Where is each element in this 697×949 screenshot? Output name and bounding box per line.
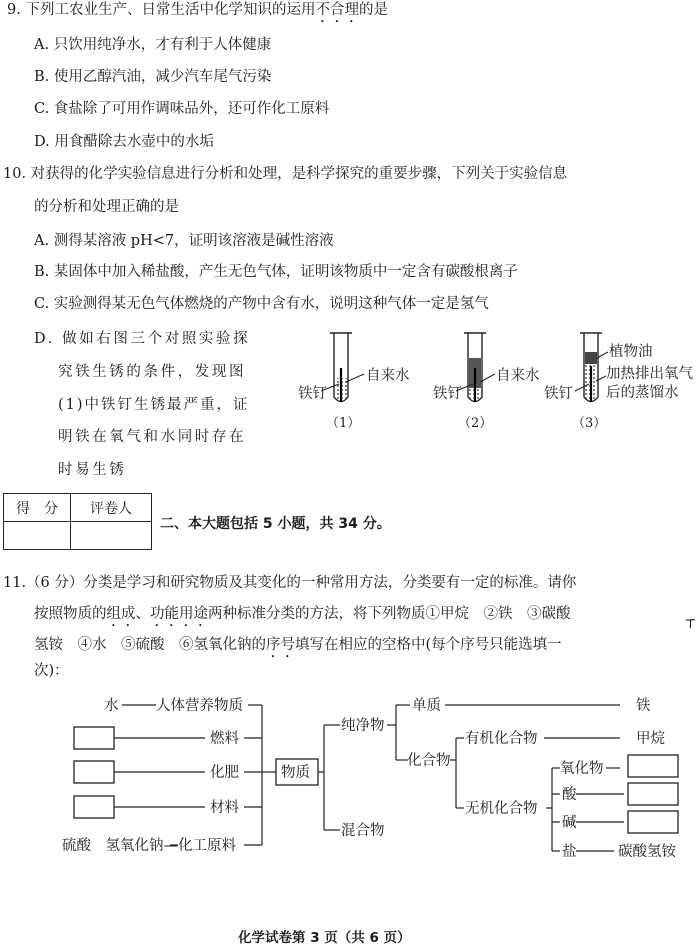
q10-stem-line1: 10. 对获得的化学实验信息进行分析和处理，是科学探究的重要步骤，下列关于实验信息 — [3, 166, 568, 182]
q9-stem-a: 9. 下列工农业生产、日常生活中化学知识的运用 — [7, 2, 316, 18]
q10-option-b: B. 某固体中加入稀盐酸，产生无色气体，证明该物质中一定含有碳酸根离子 — [34, 264, 518, 280]
q9-stem-emphasis: 不合理 — [315, 2, 359, 18]
tube1-liquid-label: 自来水 — [366, 368, 410, 384]
label-fuel: 燃料 — [210, 731, 239, 747]
label-material: 材料 — [210, 800, 239, 816]
q11-line1: 11.（6 分）分类是学习和研究物质及其变化的一种常用方法，分类要有一定的标准。请你 — [3, 575, 577, 591]
q10-stem-line2: 的分析和处理正确的是 — [34, 199, 179, 215]
label-pure: 纯净物 — [341, 718, 385, 734]
tube2-nail-label: 铁钉 — [433, 386, 462, 402]
q10-option-c: C. 实验测得某无色气体燃烧的产物中含有水，说明这种气体一定是氢气 — [34, 296, 489, 312]
q9-option-a: A. 只饮用纯净水，才有利于人体健康 — [34, 37, 272, 53]
label-substance: 物质 — [281, 765, 310, 781]
answer-box-fuel[interactable] — [74, 727, 114, 749]
label-fertilizer: 化肥 — [210, 765, 239, 781]
q11-line3-emphasis-number: 序号 — [266, 637, 295, 653]
section-two-title: 二、本大题包括 5 小题，共 34 分。 — [160, 516, 391, 532]
q10-option-a: A. 测得某溶液 pH<7，证明该溶液是碱性溶液 — [34, 233, 334, 249]
tube3-nail-label: 铁钉 — [544, 386, 573, 402]
tube2-liquid-label: 自来水 — [496, 368, 540, 384]
label-chem-raw: 硫酸 氢氧化钠—化工原料 — [62, 838, 236, 854]
q10-option-d-line1: D. 做如右图三个对照实验探 — [34, 331, 251, 347]
label-inorganic: 无机化合物 — [465, 801, 538, 817]
label-compound: 化合物 — [407, 753, 451, 769]
label-mixture: 混合物 — [341, 823, 385, 839]
q11-line2-e: 两种标准分类的方法，将下列物质①甲烷 ②铁 ③碳酸 — [208, 606, 571, 622]
tube1-caption: （1） — [326, 416, 361, 431]
label-organic: 有机化合物 — [465, 731, 538, 747]
q10-option-d-line5: 时易生锈 — [58, 462, 127, 478]
label-water: 水 — [104, 698, 119, 714]
answer-box-fertilizer[interactable] — [74, 761, 114, 783]
label-element: 单质 — [412, 698, 441, 714]
q9-option-c: C. 食盐除了可用作调味品外，还可作化工原料 — [34, 101, 330, 117]
q9-option-d: D. 用食醋除去水壶中的水垢 — [34, 134, 214, 150]
label-ammonium-bicarbonate: 碳酸氢铵 — [618, 844, 676, 860]
q11-line2-c: 、 — [135, 606, 150, 622]
label-oxide: 氧化物 — [560, 761, 604, 777]
page-footer: 化学试卷第 3 页（共 6 页） — [238, 930, 411, 946]
q9-option-b: B. 使用乙醇汽油，减少汽车尾气污染 — [34, 69, 272, 85]
label-iron: 铁 — [636, 698, 651, 714]
q11-line2-a: 按照物质的 — [34, 606, 107, 622]
q11-line3-c: 填写在相应的空格中(每个序号只能选填一 — [295, 637, 562, 653]
tube3-water-label-2: 后的蒸馏水 — [606, 385, 679, 401]
label-base: 碱 — [562, 815, 577, 831]
q11-line2-emphasis-function: 功能用途 — [150, 606, 208, 622]
answer-box-oxide[interactable] — [628, 755, 678, 777]
q11-line2-emphasis-composition: 组成 — [106, 606, 136, 622]
q9-stem-c: 的是 — [358, 2, 388, 18]
score-header: 得 分 — [4, 494, 71, 522]
label-salt: 盐 — [562, 844, 577, 860]
q10-option-d-line3: (1)中铁钉生锈最严重，证 — [58, 397, 250, 413]
answer-box-base[interactable] — [628, 811, 678, 833]
answer-box-material[interactable] — [74, 796, 114, 818]
fold-mark: ㄒ — [684, 616, 697, 631]
label-acid: 酸 — [562, 787, 577, 803]
tube3-caption: （3） — [572, 416, 607, 431]
label-methane: 甲烷 — [636, 731, 665, 747]
tube1-nail-label: 铁钉 — [298, 386, 327, 402]
answer-box-acid[interactable] — [628, 783, 678, 805]
tube3-oil-label: 植物油 — [609, 344, 653, 360]
q11-line4: 次)： — [34, 663, 69, 679]
q11-line3-a: 氢铵 ④水 ⑤硫酸 ⑥氢氧化钠的 — [34, 637, 266, 653]
q10-option-d-line2: 究铁生锈的条件，发现图 — [58, 364, 247, 380]
q10-option-d-line4: 明铁在氧气和水同时存在 — [58, 429, 247, 445]
tube3-water-label-1: 加热排出氧气 — [606, 366, 693, 382]
grader-header: 评卷人 — [71, 494, 152, 522]
label-nutrient: 人体营养物质 — [156, 698, 243, 714]
tube2-caption: （2） — [458, 416, 493, 431]
